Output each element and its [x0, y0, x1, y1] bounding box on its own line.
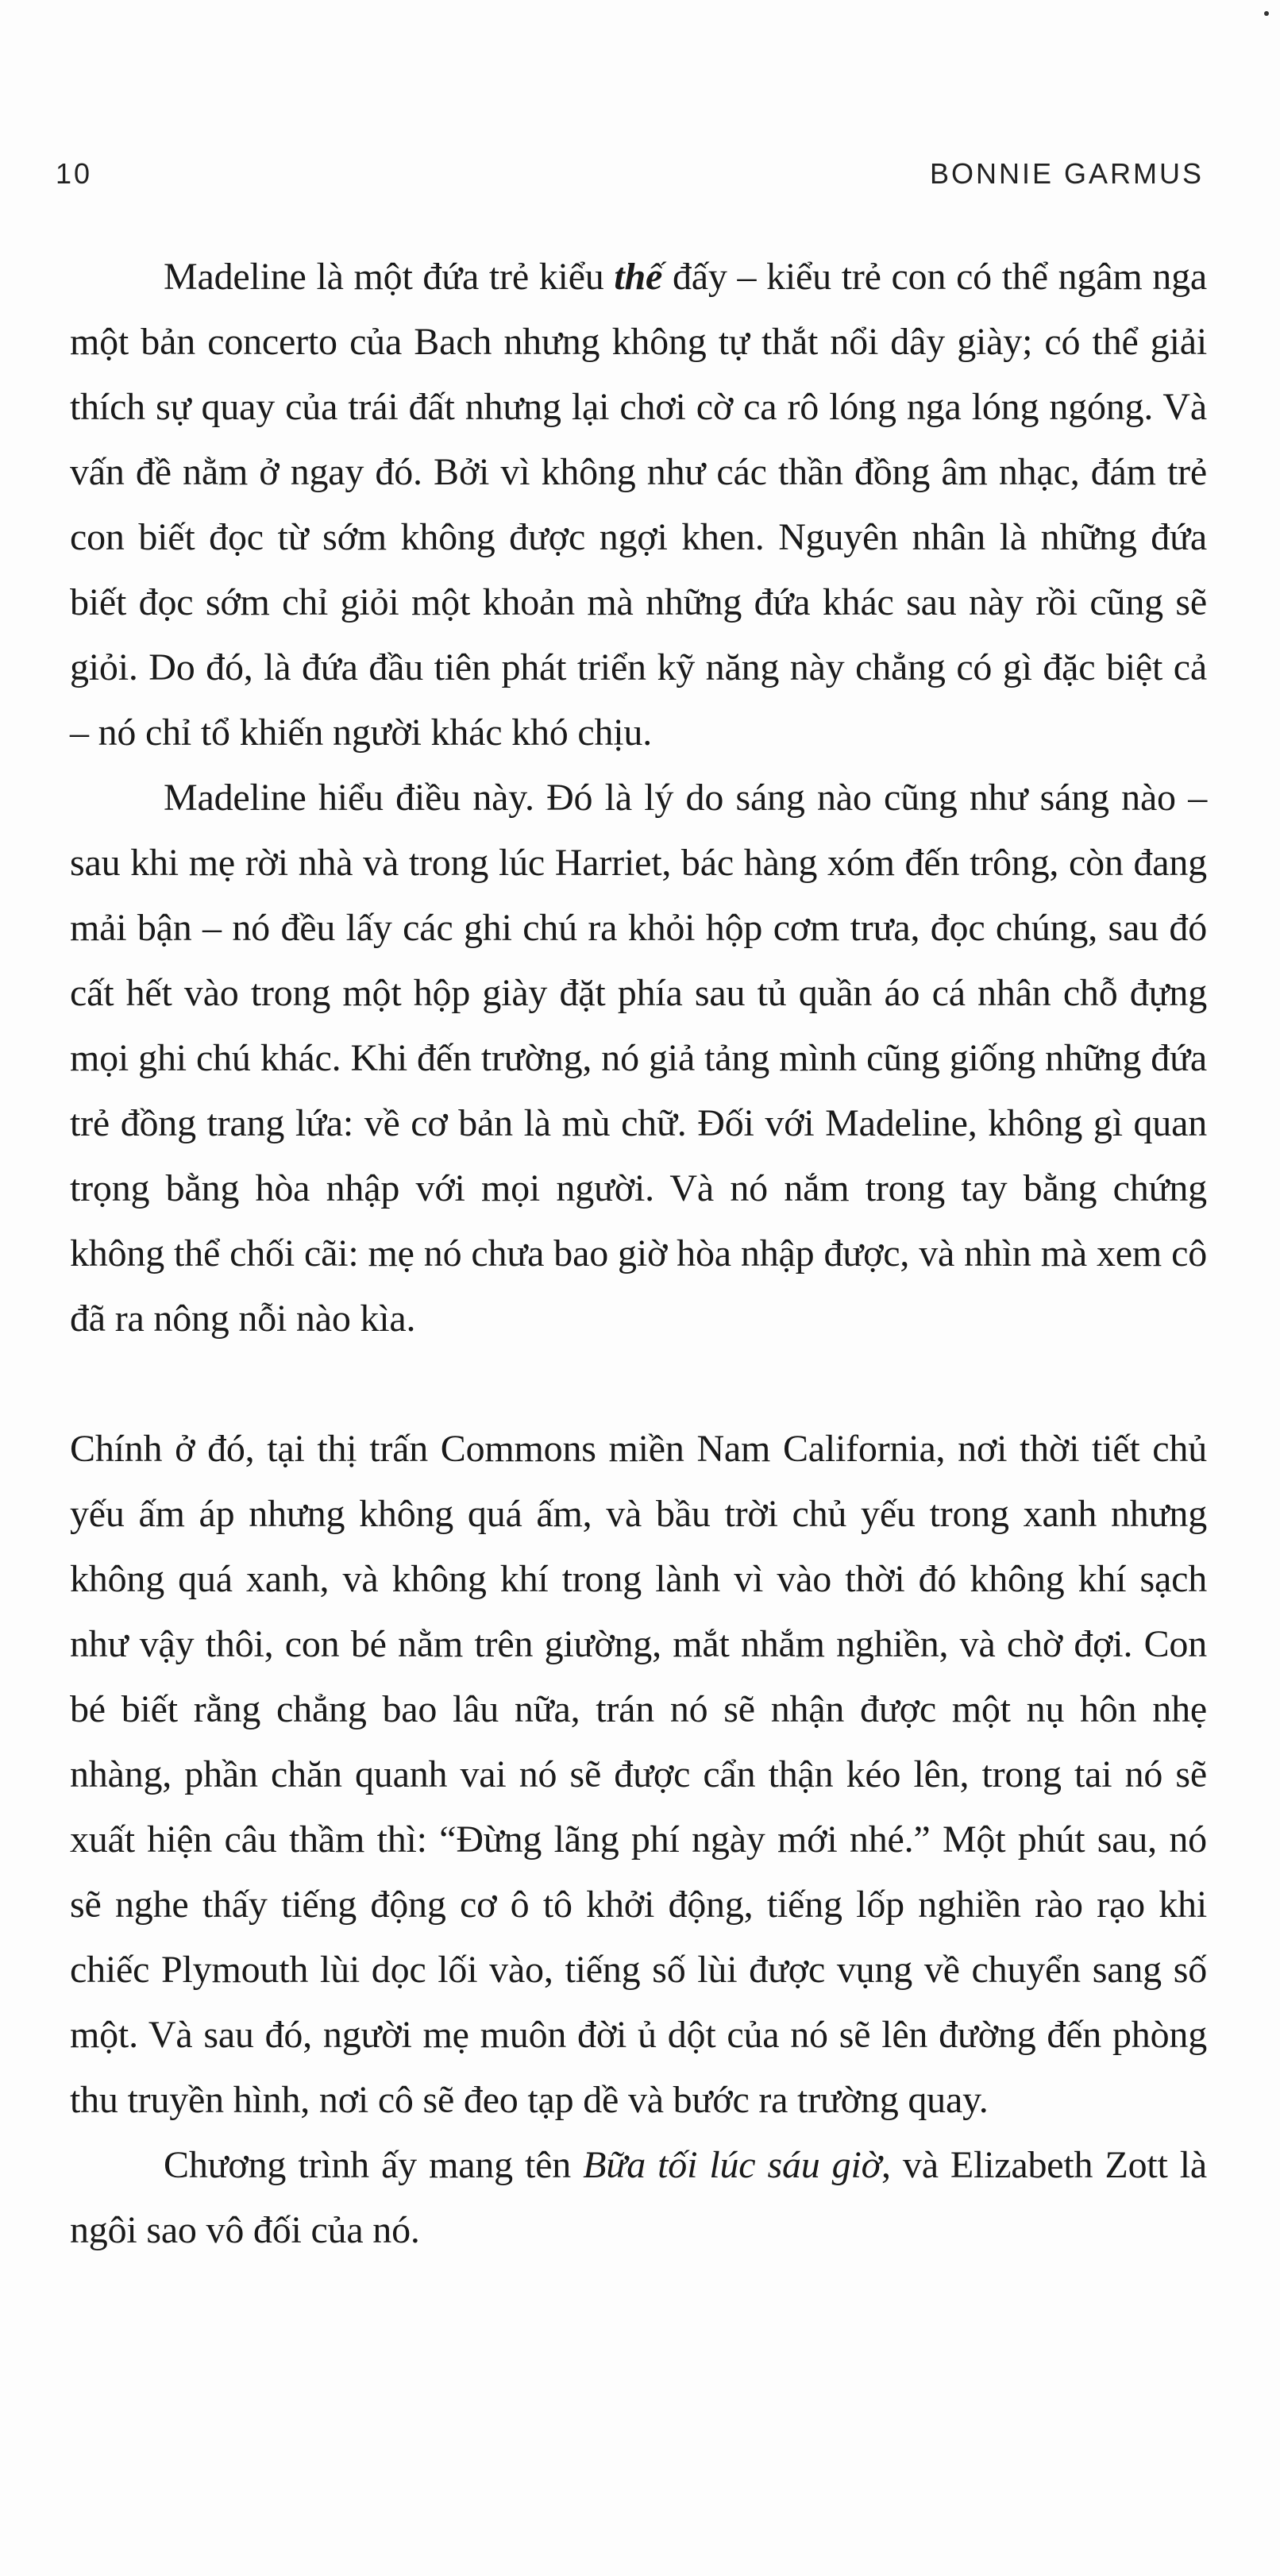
show-title: Bữa tối lúc sáu giờ	[583, 2144, 881, 2186]
page-number: 10	[56, 157, 93, 190]
paragraph-4	[70, 2133, 1207, 2263]
paragraph-1-rest: đấy – kiểu trẻ con có thể ngâm nga một bản concerto của Bach nhưng không tự thắt nổi dây giày; có thể giải thích sự quay của trái đất nhưng lại chơi cờ ca rô lóng nga lóng ngóng. Và vấn đề nằm ở ngay đó. Bởi vì không như các thần đồng âm nhạc, đám trẻ con biết đọc từ sớm không được ngợi khen. Nguyên nhân là những đứa biết đọc sớm chỉ giỏi một khoản mà những đứa khác sau này rồi cũng sẽ giỏi. Do đó, là đứa đầu tiên phát triển kỹ năng này chẳng có gì đặc biệt cả – nó chỉ tổ khiến người khác khó chịu.	[70, 256, 1207, 754]
paragraph-1	[70, 245, 1207, 765]
running-head-author: BONNIE GARMUS	[929, 157, 1204, 190]
paragraph-2: Madeline hiểu điều này. Đó là lý do sáng nào cũng như sáng nào – sau khi mẹ rời nhà và trong lúc Harriet, bác hàng xóm đến trông, còn đang mải bận – nó đều lấy các ghi chú ra khỏi hộp cơm trưa, đọc chúng, sau đó cất hết vào trong một hộp giày đặt phía sau tủ quần áo cá nhân chỗ đựng mọi ghi chú khác. Khi đến trường, nó giả tảng mình cũng giống những đứa trẻ đồng trang lứa: về cơ bản là mù chữ. Đối với Madeline, không gì quan trọng bằng hòa nhập với mọi người. Và nó nắm trong tay bằng chứng không thể chối cãi: mẹ nó chưa bao giờ hòa nhập được, và nhìn mà xem cô đã ra nông nỗi nào kìa.	[70, 777, 1207, 1340]
running-head	[56, 157, 1204, 205]
paragraph-1-emphasis: thế	[614, 256, 663, 298]
paragraph-3: Chính ở đó, tại thị trấn Commons miền Nam California, nơi thời tiết chủ yếu ấm áp nhưng không quá ấm, và bầu trời chủ yếu trong xanh nhưng không quá xanh, và không khí trong lành vì vào thời đó không khí sạch như vậy thôi, con bé nằm trên giường, mắt nhắm nghiền, và chờ đợi. Con bé biết rằng chẳng bao lâu nữa, trán nó sẽ nhận được một nụ hôn nhẹ nhàng, phần chăn quanh vai nó sẽ được cẩn thận kéo lên, trong tai nó sẽ xuất hiện câu thầm thì: “Đừng lãng phí ngày mới nhé.” Một phút sau, nó sẽ nghe thấy tiếng động cơ ô tô khởi động, tiếng lốp nghiền rào rạo khi chiếc Plymouth lùi dọc lối vào, tiếng số lùi được vụng về chuyển sang số một. Và sau đó, người mẹ muôn đời ủ dột của nó sẽ lên đường đến phòng thu truyền hình, nơi cô sẽ đeo tạp dề và bước ra trường quay.	[70, 1428, 1207, 2121]
paragraph-1-start: Madeline là một đứa trẻ kiểu	[164, 256, 615, 298]
body-text	[70, 245, 1207, 2263]
paragraph-4-rest: , và Elizabeth Zott là ngôi sao vô đối của nó.	[70, 2144, 1207, 2251]
corner-mark	[1264, 11, 1269, 16]
paragraph-4-start: Chương trình ấy mang tên	[164, 2144, 584, 2186]
